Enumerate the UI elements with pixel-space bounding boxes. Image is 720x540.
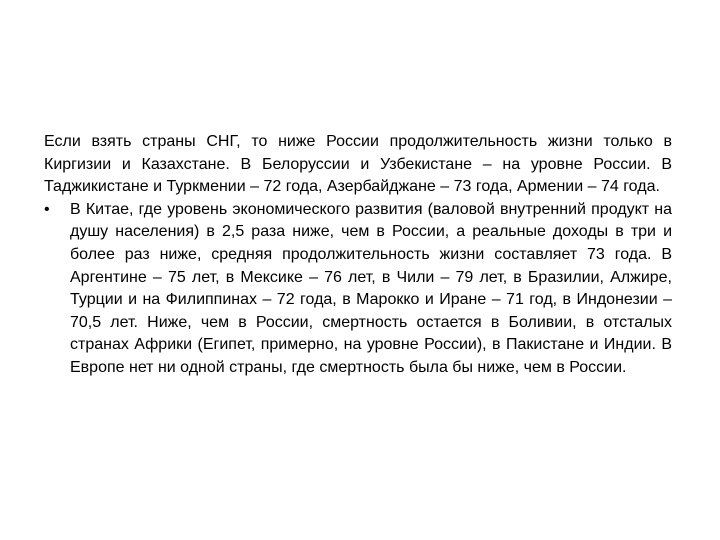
bullet-text-other-countries: В Китае, где уровень экономического развития (валовой внутренний продукт на душу населения) в 2,5 раза ниже, чем в России, а реальные доходы в три и более раз ниже, средняя продолжительность жизни составляет 73 года. В Аргентине – 75 лет, в Мексике – 76 лет, в Чили – 79 лет, в Бразилии, Алжире, Турции и на Филиппинах – 72 года, в Марокко и Иране – 71 год, в Индонезии – 70,5 лет. Ниже, чем в России, смертность остается в Боливии, в отсталых странах Африки (Египет, примерно, на уровне России), в Пакистане и Индии. В Европе нет ни одной страны, где смертность была бы ниже, чем в России. (70, 200, 672, 376)
text-body (44, 131, 672, 380)
bullet-marker: • (44, 200, 50, 218)
bullet-item (44, 199, 672, 380)
paragraph-cis-countries: Если взять страны СНГ, то ниже России продолжительность жизни только в Киргизии и Казахстане. В Белоруссии и Узбекистане – на уровне России. В Таджикистане и Туркмении – 72 года, Азербайджане – 73 года, Армении – 74 года. (44, 133, 672, 196)
